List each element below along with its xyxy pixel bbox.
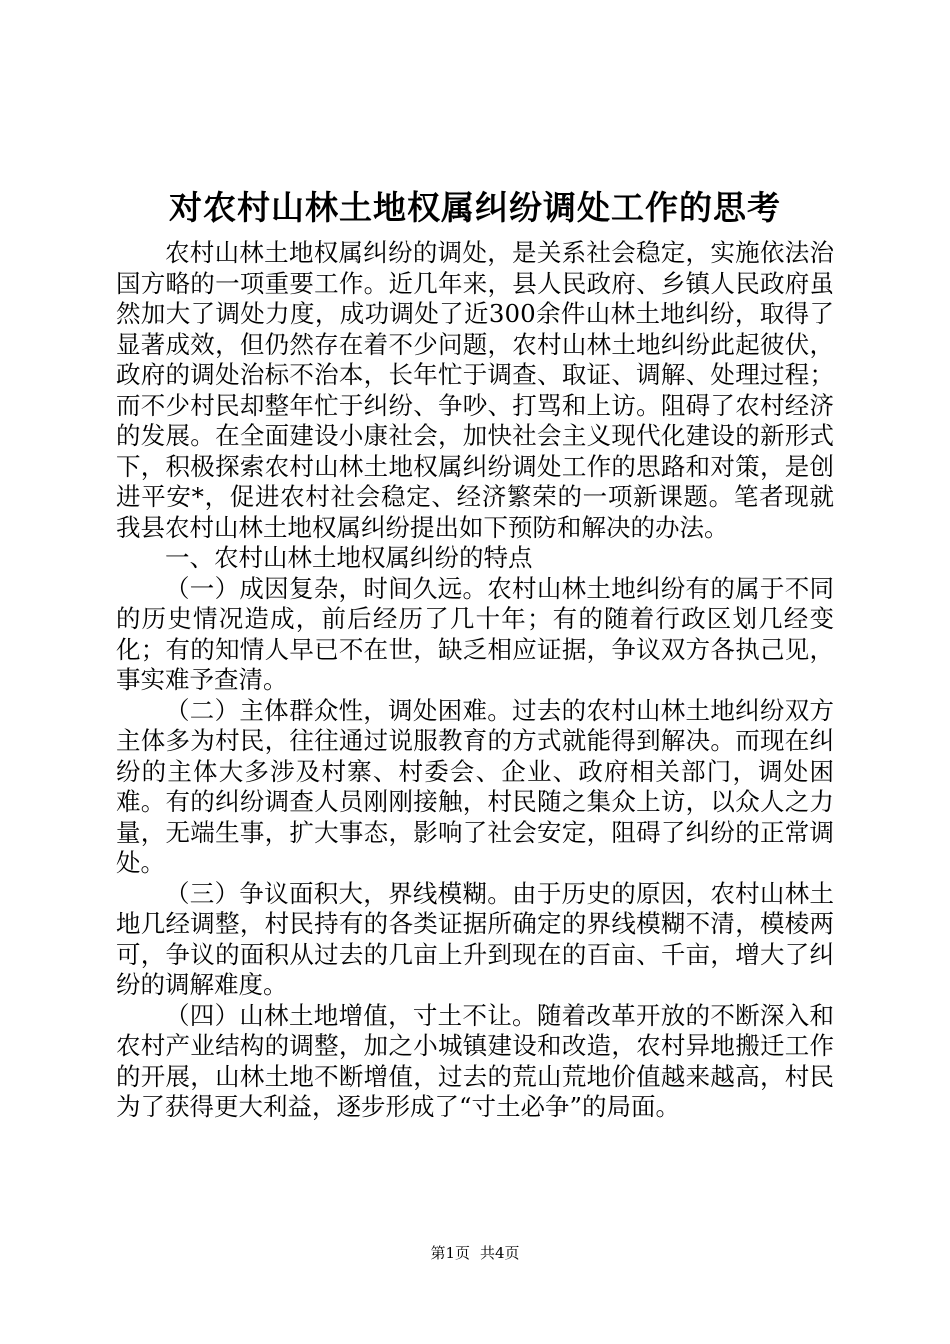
paragraph-point-1: （一）成因复杂，时间久远。农村山林土地纠纷有的属于不同的历史情况造成，前后经历了几十年；有的随着行政区划几经变化；有的知情人早已不在世，缺乏相应证据，争议双方各执己见，事实难予查清。 [116, 573, 834, 694]
page-footer [0, 1242, 950, 1264]
paragraph-point-3: （三）争议面积大，界线模糊。由于历史的原因，农村山林土地几经调整，村民持有的各类证据所确定的界线模糊不清，模棱两可，争议的面积从过去的几亩上升到现在的百亩、千亩，增大了纠纷的调解难度。 [116, 878, 834, 999]
page-total: 共4页 [480, 1244, 520, 1262]
paragraph-point-4: （四）山林土地增值，寸土不让。随着改革开放的不断深入和农村产业结构的调整，加之小城镇建设和改造，农村异地搬迁工作的开展，山林土地不断增值，过去的荒山荒地价值越来越高，村民为了获得更大利益，逐步形成了“寸土必争”的局面。 [116, 1000, 834, 1121]
document-title: 对农村山林土地权属纠纷调处工作的思考 [169, 188, 781, 227]
paragraph-point-2: （二）主体群众性，调处困难。过去的农村山林土地纠纷双方主体多为村民，往往通过说服教育的方式就能得到解决。而现在纠纷的主体大多涉及村寨、村委会、企业、政府相关部门，调处困难。有的纠纷调查人员刚刚接触，村民随之集众上访，以众人之力量，无端生事，扩大事态，影响了社会安定，阻碍了纠纷的正常调处。 [116, 695, 834, 877]
paragraph-intro: 农村山林土地权属纠纷的调处，是关系社会稳定，实施依法治国方略的一项重要工作。近几年来，县人民政府、乡镇人民政府虽然加大了调处力度，成功调处了近300余件山林土地纠纷，取得了显著成效，但仍然存在着不少问题，农村山林土地纠纷此起彼伏，政府的调处治标不治本，长年忙于调查、取证、调解、处理过程；而不少村民却整年忙于纠纷、争吵、打骂和上访。阻碍了农村经济的发展。在全面建设小康社会，加快社会主义现代化建设的新形式下，积极探索农村山林土地权属纠纷调处工作的思路和对策，是创进平安*，促进农村社会稳定、经济繁荣的一项新课题。笔者现就我县农村山林土地权属纠纷提出如下预防和解决的办法。 [116, 238, 834, 542]
page-number: 第1页 [430, 1244, 470, 1262]
section-heading: 一、农村山林土地权属纠纷的特点 [165, 543, 533, 572]
document-body [116, 238, 834, 1123]
